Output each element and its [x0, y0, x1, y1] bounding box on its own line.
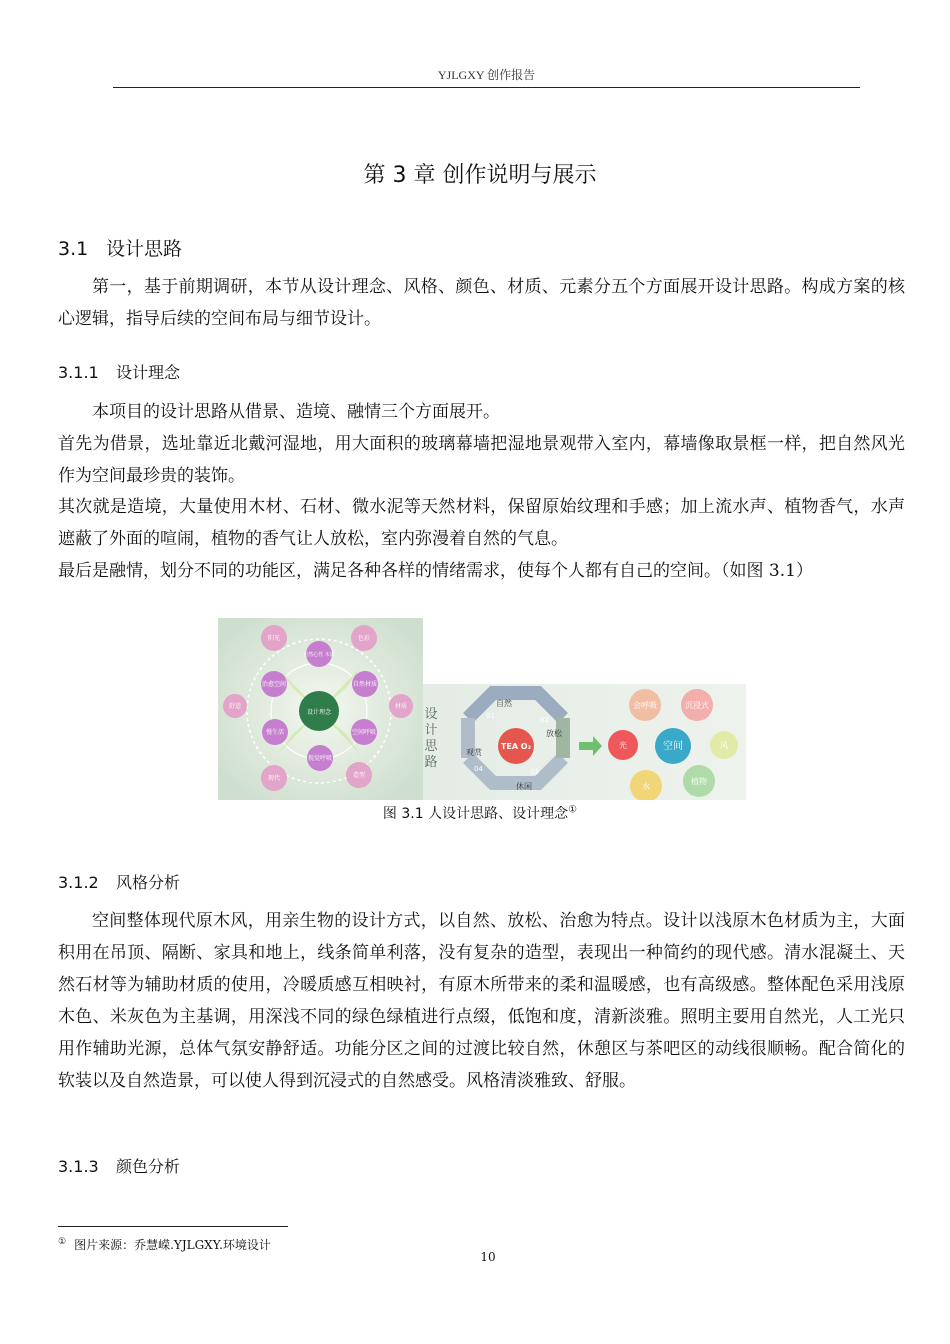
cycle-label-view: 观赏	[466, 748, 482, 757]
node-label: 现代	[267, 775, 281, 782]
circle-label: 光	[619, 741, 627, 750]
cycle-center-label: TEA O₂	[500, 742, 532, 751]
circle-center-label: 空间	[663, 741, 683, 752]
node-label: 慢生活	[265, 729, 285, 736]
vertical-label-char: 计	[424, 723, 438, 738]
section-3-1-3-heading	[58, 1154, 180, 1177]
cycle-label-nature: 自然	[496, 699, 512, 708]
node-label: 空间呼吸	[351, 729, 377, 736]
cycle-number: 03	[530, 768, 539, 776]
chapter-title: 第 3 章 创作说明与展示	[363, 163, 597, 188]
section-3-1-paragraph: 第一，基于前期调研，本节从设计理念、风格、颜色、材质、元素分五个方面展开设计思路。构成方案的核心逻辑，指导后续的空间布局与细节设计。	[58, 277, 905, 329]
center-node-label: 设计理念	[306, 709, 332, 716]
node-label: 治愈空间	[261, 681, 287, 688]
concept-paragraph-2: 首先为借景，选址靠近北戴河湿地，用大面积的玻璃幕墙把湿地景观带入室内，幕墙像取景框一样，把自然风光作为空间最珍贵的装饰。	[58, 434, 905, 486]
section-number: 3.1.2	[58, 873, 99, 892]
cycle-label-relax: 放松	[546, 729, 562, 738]
node-label: 自然材质	[352, 681, 378, 688]
page-number: 10	[480, 1250, 496, 1264]
circle-label: 水	[642, 782, 650, 791]
section-title: 设计思路	[106, 238, 183, 260]
section-title: 风格分析	[116, 873, 181, 892]
figure-caption	[0, 803, 950, 823]
node-label: 舒适	[228, 703, 242, 710]
circle-label: 沉浸式	[685, 701, 709, 710]
figure-caption-text: 图 3.1 人设计思路、设计理念	[382, 806, 569, 822]
section-title: 设计理念	[116, 363, 181, 382]
footnote-mark: ①	[58, 1237, 67, 1247]
circle-label: 会呼吸	[633, 701, 657, 710]
cycle-number: 04	[474, 765, 483, 773]
node-label: 自然心性 木质	[303, 652, 335, 658]
node-label: 视觉呼吸	[307, 755, 333, 762]
footnote-text: 图片来源：乔慧嵘.YJLGXY.环境设计	[74, 1238, 271, 1252]
vertical-label-char: 思	[424, 739, 438, 754]
node-label: 材质	[394, 703, 408, 710]
concept-paragraph-3: 其次就是造境，大量使用木材、石材、微水泥等天然材料，保留原始纹理和手感；加上流水声、植物香气，水声遮蔽了外面的喧闹，植物的香气让人放松，室内弥漫着自然的气息。	[58, 497, 905, 549]
concept-paragraph-1: 本项目的设计思路从借景、造境、融情三个方面展开。	[92, 402, 500, 422]
footnote-rule	[58, 1226, 288, 1227]
circle-label: 植物	[691, 777, 707, 786]
header-rule	[113, 87, 860, 88]
footnote-reference: ①	[568, 804, 578, 816]
cycle-number: 01	[486, 712, 495, 720]
concept-paragraph-4: 最后是融情，划分不同的功能区，满足各种各样的情绪需求，使每个人都有自己的空间。（如图 3.1）	[58, 561, 813, 581]
running-header: YJLGXY 创作报告	[437, 68, 536, 82]
vertical-label-char: 设	[424, 707, 438, 722]
style-paragraph: 空间整体现代原木风，用亲生物的设计方式，以自然、放松、治愈为特点。设计以浅原木色材质为主，大面积用在吊顶、隔断、家具和地上，线条简单利落，没有复杂的造型，表现出一种简约的现代感。清水混凝土、天然石材等为辅助材质的使用，冷暖质感互相映衬，有原木所带来的柔和温暖感，也有高级感。整体配色采用浅原木色、米灰色为主基调，用深浅不同的绿色绿植进行点缀，低饱和度，清新淡雅。照明主要用自然光，人工光只用作辅助光源，总体气氛安静舒适。功能分区之间的过渡比较自然，休憩区与茶吧区的动线很顺畅。配合简化的软装以及自然造景，可以使人得到沉浸式的自然感受。风格清淡雅致、舒服。	[58, 911, 905, 1091]
section-title: 颜色分析	[116, 1157, 181, 1176]
figure-design-concept	[218, 618, 746, 800]
section-number: 3.1	[58, 238, 89, 260]
cycle-label-leisure: 休闲	[516, 782, 532, 791]
circle-label: 风	[720, 741, 728, 750]
section-number: 3.1.3	[58, 1157, 99, 1176]
section-3-1-heading	[58, 234, 182, 261]
cycle-number: 02	[540, 716, 549, 724]
node-label: 色彩	[357, 635, 371, 642]
vertical-label-char: 路	[424, 755, 438, 770]
section-number: 3.1.1	[58, 363, 99, 382]
node-label: 造型	[352, 772, 366, 779]
section-3-1-2-heading	[58, 870, 180, 893]
section-3-1-1-heading	[58, 360, 180, 383]
node-label: 阳光	[267, 635, 281, 642]
